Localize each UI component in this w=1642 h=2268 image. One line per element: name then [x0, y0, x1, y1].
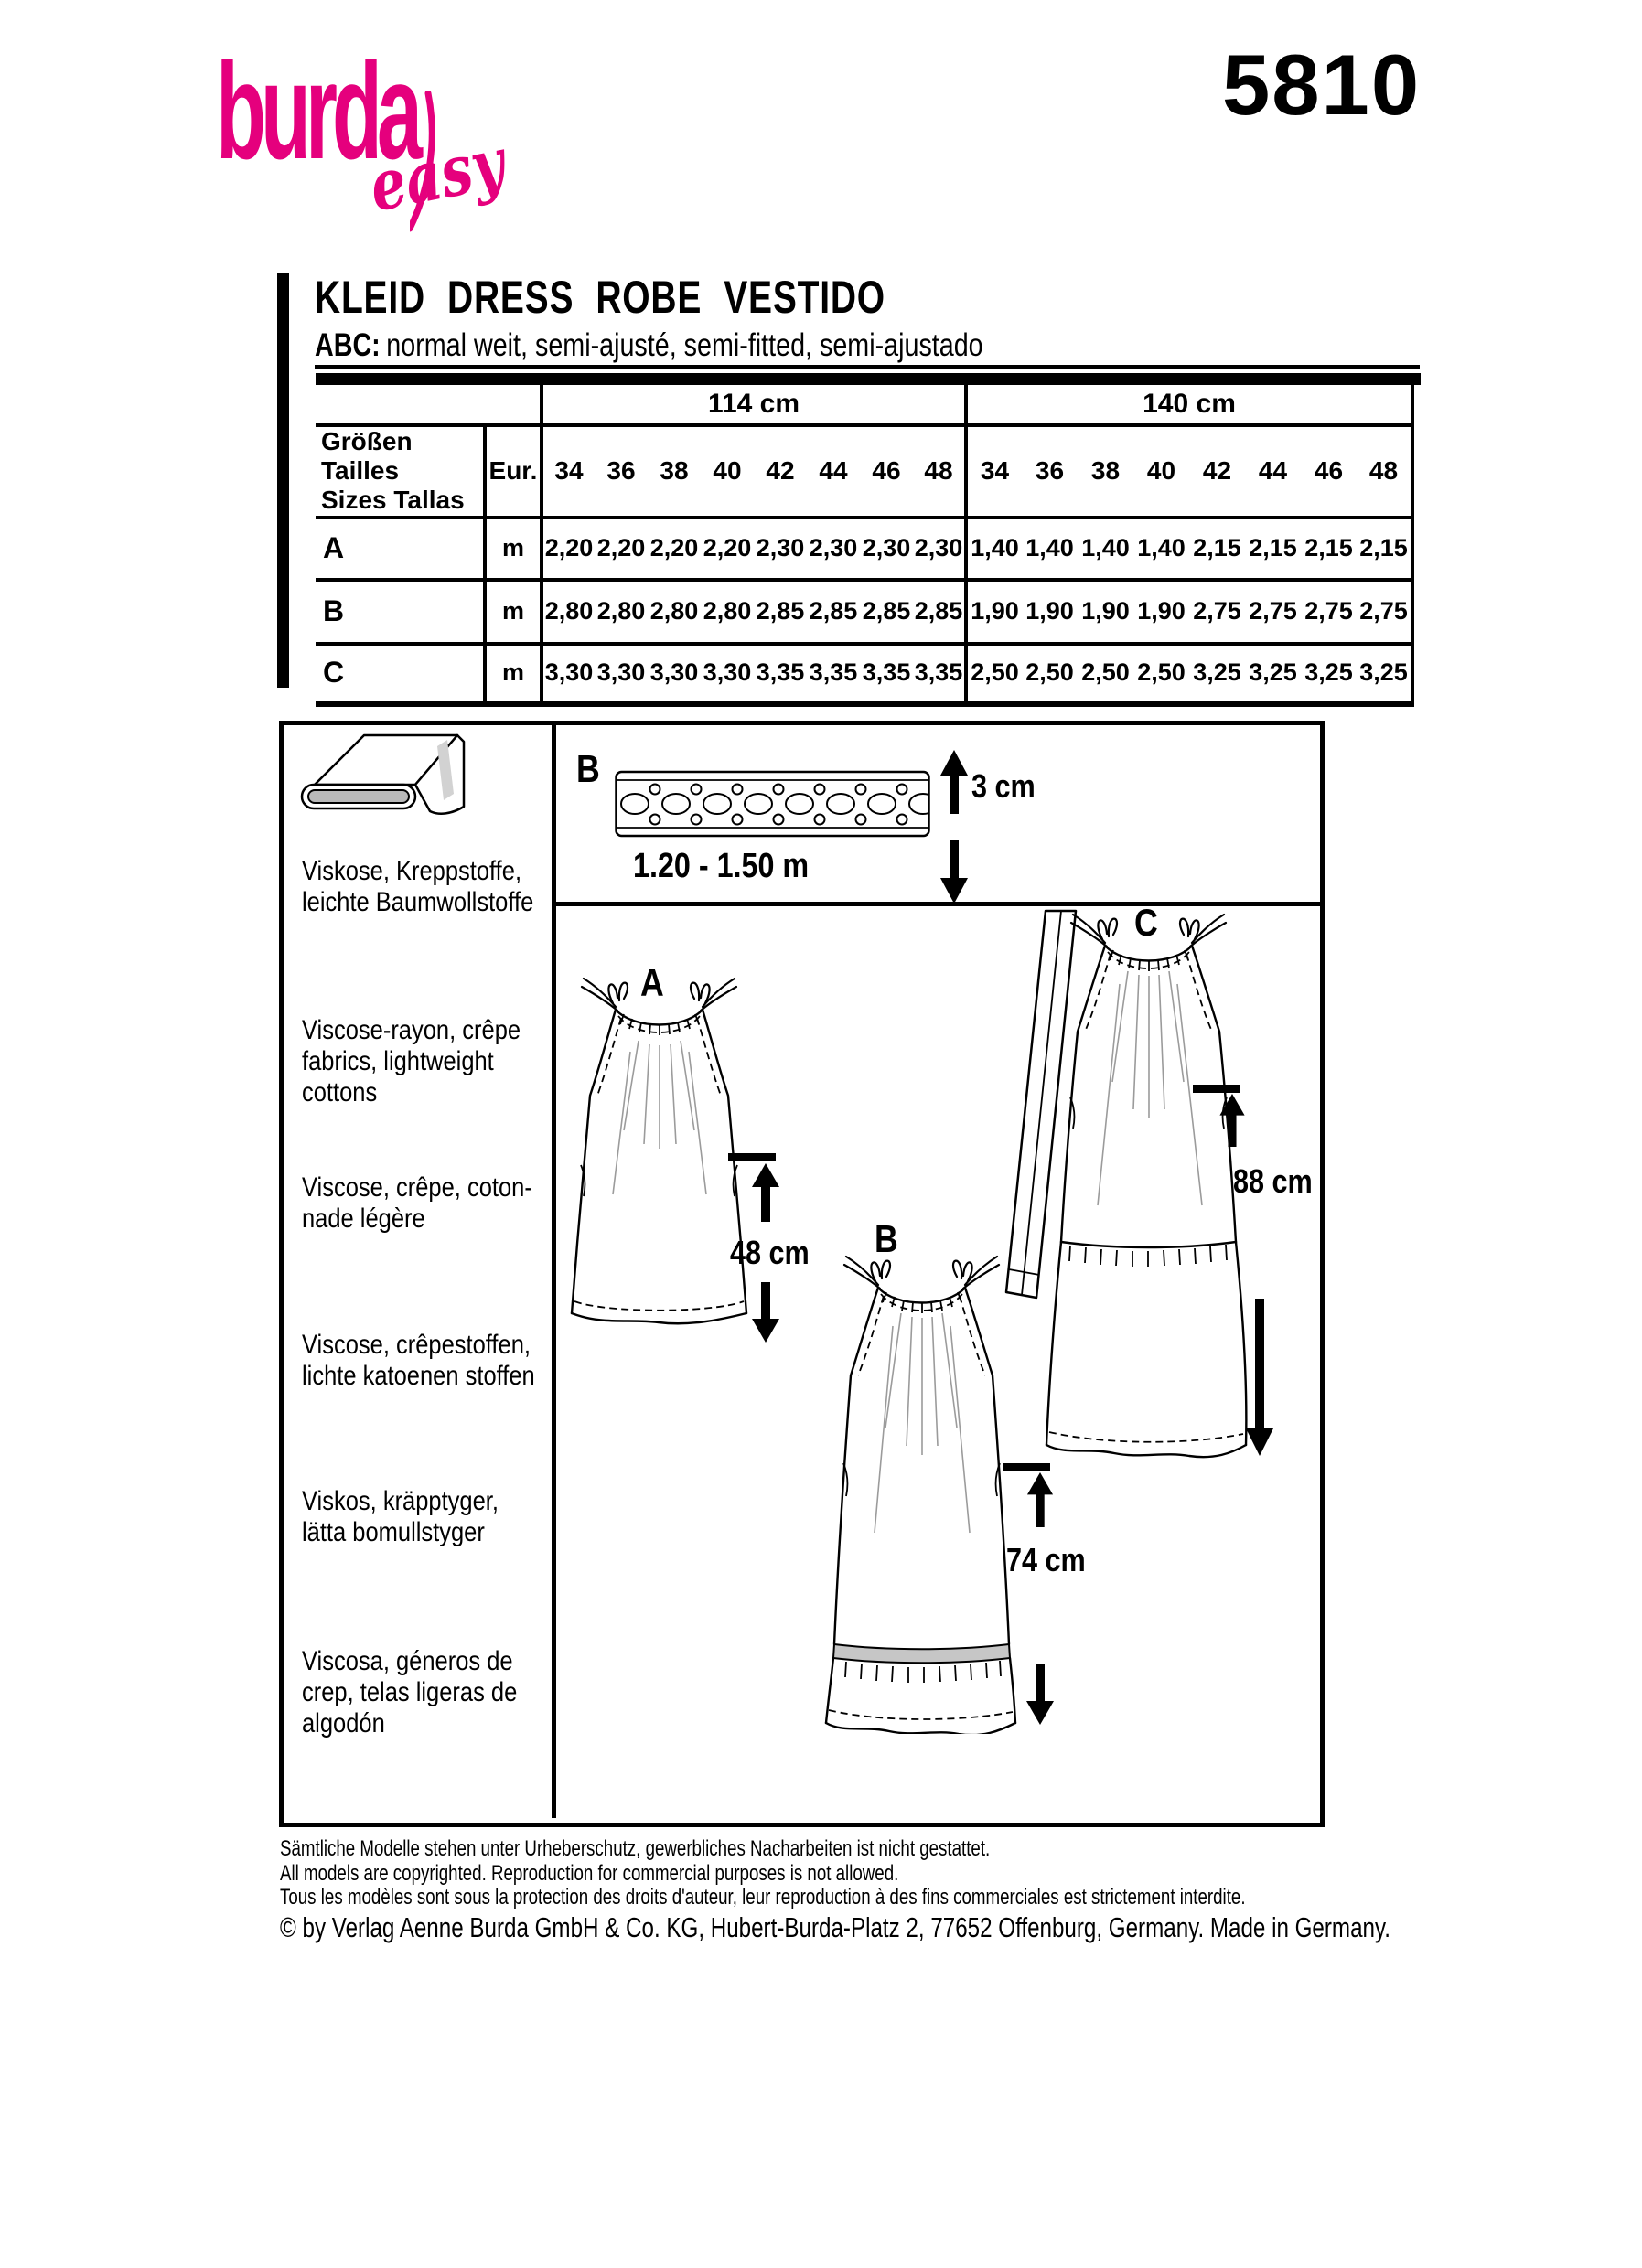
value-cell: 1,90: [1133, 580, 1189, 644]
drape-lines: [613, 1041, 706, 1194]
value-cell: 2,30: [913, 518, 966, 580]
value-cell: 2,20: [595, 518, 648, 580]
size-col: 42: [1189, 425, 1245, 518]
value-cell: 3,25: [1357, 644, 1412, 704]
shoulder-ties: [844, 1257, 999, 1289]
value-cell: 1,40: [1078, 518, 1133, 580]
unit-cell: m: [485, 580, 542, 644]
sizes-header-line1: Größen Tailles: [321, 427, 413, 486]
value-cell: 2,80: [595, 580, 648, 644]
size-col: 40: [701, 425, 754, 518]
size-col: 38: [648, 425, 701, 518]
value-cell: 1,90: [1022, 580, 1078, 644]
value-cell: 2,50: [1078, 644, 1133, 704]
sidebar-divider: [552, 725, 556, 1818]
publisher-copyright: © by Verlag Aenne Burda GmbH & Co. KG, Hubert-Burda-Platz 2, 77652 Offenburg, Germany. Made in Germany.: [280, 1911, 1390, 1943]
value-cell: 1,90: [966, 580, 1022, 644]
arrow-up-icon: [1218, 1094, 1246, 1147]
value-cell: 3,30: [701, 644, 754, 704]
value-cell: 1,40: [966, 518, 1022, 580]
copyright-line-de: Sämtliche Modelle stehen unter Urheberschutz, gewerbliches Nacharbeiten ist nicht gestattet.: [280, 1836, 991, 1861]
value-cell: 2,30: [807, 518, 860, 580]
arrow-down-icon: [1026, 1664, 1054, 1725]
pattern-number: 5810: [1222, 37, 1422, 133]
value-cell: 3,25: [1301, 644, 1357, 704]
value-cell: 2,75: [1189, 580, 1245, 644]
unit-cell: m: [485, 518, 542, 580]
table-row-widths: [316, 385, 1412, 425]
value-cell: 2,85: [913, 580, 966, 644]
arrow-up-icon: [752, 1163, 779, 1222]
value-cell: 2,50: [1022, 644, 1078, 704]
arrow-down-icon: [752, 1282, 779, 1343]
size-col: 48: [1357, 425, 1412, 518]
fit-text: normal weit, semi-ajusté, semi-fitted, semi-ajustado: [386, 327, 983, 363]
table-row-view-c: [316, 644, 1412, 704]
value-cell: 3,30: [595, 644, 648, 704]
value-cell: 3,35: [860, 644, 913, 704]
arrow-down-icon: [1246, 1299, 1273, 1456]
row-label: A: [316, 518, 485, 580]
value-cell: 2,20: [701, 518, 754, 580]
table-row-view-b: [316, 580, 1412, 644]
value-cell: 2,50: [1133, 644, 1189, 704]
fit-description: [315, 328, 983, 364]
trim-view-label: B: [576, 747, 600, 790]
size-col: 36: [595, 425, 648, 518]
row-label: C: [316, 644, 485, 704]
fabric-text-nl: Viscose, crêpestoffen, lichte katoenen stoffen: [302, 1330, 535, 1391]
size-col: 42: [754, 425, 807, 518]
title-left-bar: [277, 273, 289, 688]
size-col: 34: [966, 425, 1022, 518]
value-cell: 2,15: [1245, 518, 1301, 580]
value-cell: 3,25: [1189, 644, 1245, 704]
value-cell: 2,20: [542, 518, 595, 580]
measure-bar-c: [1193, 1085, 1240, 1093]
copyright-line-fr: Tous les modèles sont sous la protection des droits d'auteur, leur reproduction à des fins commerciales est strictement interdite.: [280, 1885, 1246, 1910]
size-col: 48: [913, 425, 966, 518]
fabric-text-de: Viskose, Kreppstoffe, leichte Baumwollstoffe: [302, 856, 534, 917]
double-arrow-icon: [940, 750, 968, 904]
view-a-label: A: [640, 961, 664, 1004]
page-title: KLEID DRESS ROBE VESTIDO: [315, 272, 885, 323]
width-group-140: 140 cm: [966, 385, 1412, 425]
value-cell: 2,75: [1357, 580, 1412, 644]
size-col: 38: [1078, 425, 1133, 518]
size-col: 40: [1133, 425, 1189, 518]
size-col: 34: [542, 425, 595, 518]
value-cell: 3,35: [754, 644, 807, 704]
fit-label: ABC:: [315, 327, 381, 363]
value-cell: 2,30: [860, 518, 913, 580]
sizes-header-line2: Sizes Tallas: [321, 486, 465, 515]
fabric-text-es: Viscosa, géneros de crep, telas ligeras de algodón: [302, 1646, 518, 1738]
value-cell: 3,30: [648, 644, 701, 704]
value-cell: 2,30: [754, 518, 807, 580]
trim-height-label: 3 cm: [971, 767, 1036, 805]
value-cell: 2,75: [1301, 580, 1357, 644]
dress-b-drawing: [823, 1231, 1020, 1734]
value-cell: 2,20: [648, 518, 701, 580]
burda-easy-logo-script: easy: [362, 121, 511, 228]
value-cell: 3,25: [1245, 644, 1301, 704]
view-c-length-label: 88 cm: [1233, 1162, 1313, 1200]
view-b-label: B: [875, 1217, 898, 1260]
value-cell: 1,40: [1022, 518, 1078, 580]
value-cell: 2,80: [648, 580, 701, 644]
value-cell: 1,90: [1078, 580, 1133, 644]
fabric-requirements-table: [316, 385, 1414, 707]
fabric-text-sv: Viskos, kräpptyger, lätta bomullstyger: [302, 1486, 499, 1547]
copyright-line-en: All models are copyrighted. Reproduction for commercial purposes is not allowed.: [280, 1861, 899, 1886]
drape-lines: [875, 1313, 970, 1533]
size-col: 44: [807, 425, 860, 518]
shoulder-ties: [1071, 915, 1226, 947]
value-cell: 3,35: [913, 644, 966, 704]
title-underline: [315, 365, 1420, 369]
value-cell: 2,80: [542, 580, 595, 644]
value-cell: 2,80: [701, 580, 754, 644]
table-row-view-a: [316, 518, 1412, 580]
value-cell: 3,30: [542, 644, 595, 704]
value-cell: 2,15: [1301, 518, 1357, 580]
size-col: 46: [1301, 425, 1357, 518]
unit-cell: m: [485, 644, 542, 704]
fabric-text-en: Viscose-rayon, crêpe fabrics, lightweight cottons: [302, 1015, 521, 1107]
size-col: 46: [860, 425, 913, 518]
view-b-length-label: 74 cm: [1006, 1541, 1086, 1578]
burda-logo: burda: [216, 34, 418, 187]
value-cell: 2,85: [807, 580, 860, 644]
row-label: B: [316, 580, 485, 644]
contrast-band: [833, 1644, 1010, 1663]
stitch-lines: [1049, 950, 1243, 1442]
outline: [1046, 946, 1246, 1457]
value-cell: 3,35: [807, 644, 860, 704]
view-c-label: C: [1134, 901, 1158, 944]
empty-cell: [316, 385, 542, 425]
shoulder-ties: [582, 979, 736, 1011]
view-a-length-label: 48 cm: [730, 1234, 810, 1271]
value-cell: 2,85: [860, 580, 913, 644]
table-row-sizes: [316, 425, 1412, 518]
value-cell: 2,75: [1245, 580, 1301, 644]
dress-a-drawing: [565, 957, 753, 1343]
sizes-header-cell: [316, 425, 485, 518]
value-cell: 1,40: [1133, 518, 1189, 580]
table-top-bar: [316, 373, 1421, 385]
size-col: 44: [1245, 425, 1301, 518]
trim-length-label: 1.20 - 1.50 m: [633, 847, 810, 885]
size-col: 36: [1022, 425, 1078, 518]
measure-bar-a: [728, 1153, 776, 1161]
width-group-114: 114 cm: [542, 385, 966, 425]
eyelet-trim-drawing: [615, 766, 930, 841]
value-cell: 2,50: [966, 644, 1022, 704]
fabric-text-fr: Viscose, crêpe, coton- nade légère: [302, 1172, 532, 1234]
fabric-bolt-icon: [298, 728, 477, 830]
value-cell: 2,15: [1357, 518, 1412, 580]
value-cell: 2,15: [1189, 518, 1245, 580]
drape-lines: [1098, 971, 1202, 1205]
eur-header-cell: Eur.: [485, 425, 542, 518]
dress-c-drawing: [1041, 901, 1256, 1489]
value-cell: 2,85: [754, 580, 807, 644]
